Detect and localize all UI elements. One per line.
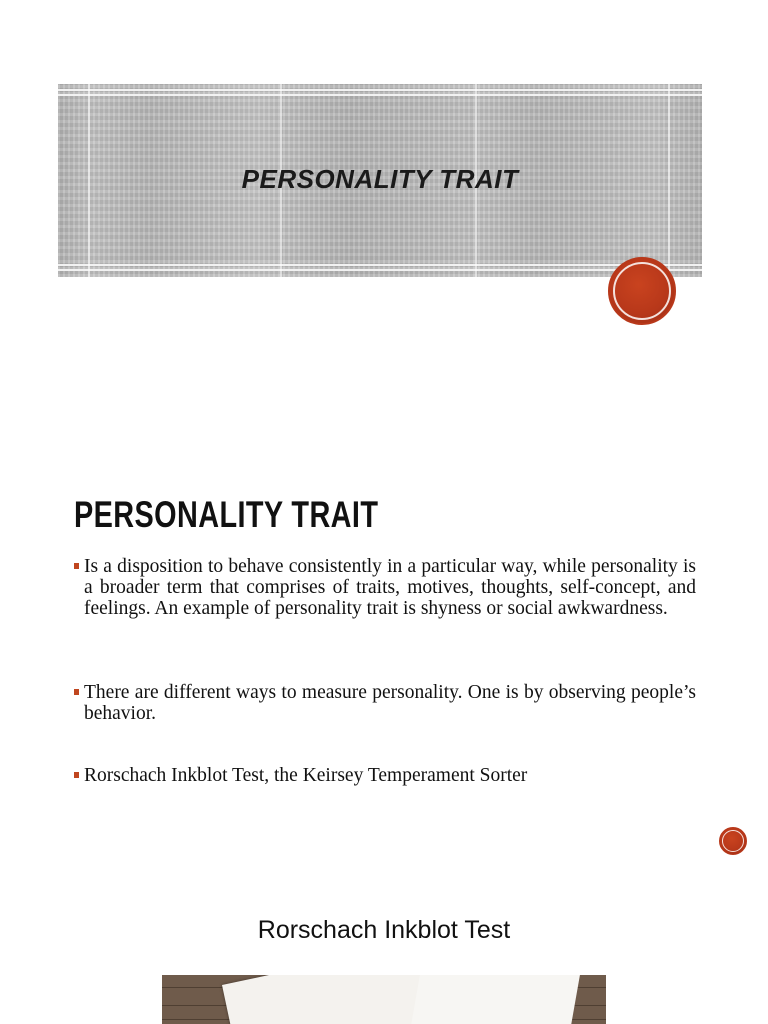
red-circle-icon xyxy=(719,827,747,855)
square-bullet-icon xyxy=(74,689,79,695)
red-circle-icon xyxy=(608,257,676,325)
inkblot-card xyxy=(404,975,580,1024)
square-bullet-icon xyxy=(74,563,79,569)
inkblot-photo xyxy=(162,975,606,1024)
bullet-item xyxy=(74,765,696,786)
slide-heading: PERSONALITY TRAIT xyxy=(74,494,379,535)
banner-stripe xyxy=(58,264,702,266)
inkblot-card xyxy=(222,975,436,1024)
banner-stripe xyxy=(58,269,702,271)
slide-title: Rorschach Inkblot Test xyxy=(257,916,511,944)
bullet-text: Rorschach Inkblot Test, the Keirsey Temperament Sorter xyxy=(84,765,528,786)
banner-stripe xyxy=(58,89,702,91)
bullet-item xyxy=(74,556,696,619)
bullet-item xyxy=(74,682,696,724)
banner-stripe xyxy=(58,94,702,96)
slide-2 xyxy=(0,470,768,890)
bullet-text: Is a disposition to behave consistently in a particular way, while personality is a broader term that comprises of traits, motives, thoughts, self-concept, and feelings. An example of personality trait is shyness or social awkwardness. xyxy=(84,556,696,619)
bullet-text: There are different ways to measure personality. One is by observing people’s behavior. xyxy=(84,682,696,724)
square-bullet-icon xyxy=(74,772,79,778)
slide-1 xyxy=(0,0,768,440)
title-banner xyxy=(58,84,702,277)
circle-ring xyxy=(613,262,671,320)
slide-title: PERSONALITY TRAIT xyxy=(241,164,519,194)
slide-3 xyxy=(0,900,768,1024)
circle-ring xyxy=(722,830,744,852)
